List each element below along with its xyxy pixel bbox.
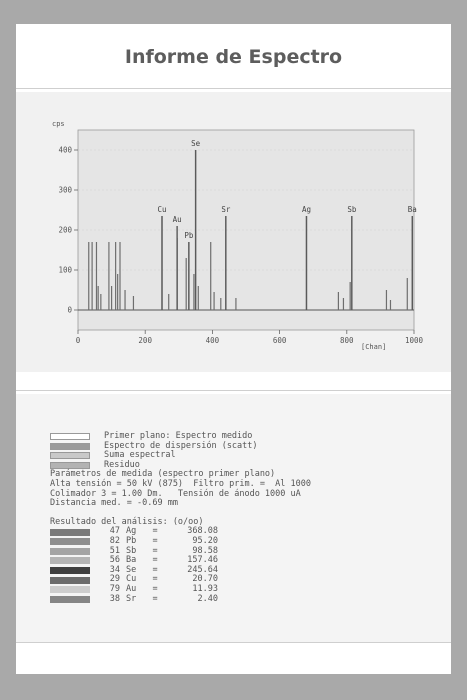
atomic-number: 82 — [109, 535, 120, 546]
result-row — [50, 537, 430, 547]
peak-label-cu: Cu — [157, 205, 167, 214]
parameters-line: Alta tensión = 50 kV (875) Filtro prim. = Al 1000 — [50, 478, 311, 489]
x-tick-label: 800 — [340, 336, 354, 345]
y-tick-label: 400 — [58, 145, 72, 155]
result-value: 2.40 — [197, 593, 218, 604]
parameters-line: Colimador 3 = 1.00 Dm. Tensión de ánodo 1000 uA — [50, 488, 301, 499]
result-swatch — [50, 586, 90, 593]
element-symbol: Cu — [126, 574, 137, 585]
equals-sign: = — [152, 593, 158, 604]
atomic-number: 47 — [109, 526, 120, 537]
peak-label-se: Se — [191, 139, 201, 148]
result-swatch — [50, 577, 90, 584]
equals-sign: = — [152, 564, 158, 575]
legend-swatch — [50, 433, 90, 440]
spectrum-legend — [50, 432, 430, 470]
x-tick-label: 200 — [138, 336, 152, 345]
equals-sign: = — [152, 535, 158, 546]
equals-sign: = — [152, 574, 158, 585]
equals-sign: = — [152, 545, 158, 556]
result-swatch — [50, 567, 90, 574]
atomic-number: 56 — [109, 555, 120, 566]
results-heading: Resultado del análisis: (o/oo) — [50, 516, 204, 527]
divider — [16, 642, 451, 643]
legend-label: Primer plano: Espectro medido — [104, 431, 253, 441]
element-symbol: Ag — [126, 526, 137, 537]
legend-swatch — [50, 452, 90, 459]
result-value: 368.08 — [187, 526, 218, 537]
atomic-number: 79 — [109, 583, 120, 594]
peak-label-sb: Sb — [347, 205, 357, 214]
x-tick-label: 0 — [75, 336, 81, 345]
result-value: 157.46 — [187, 555, 218, 566]
y-tick-label: 100 — [58, 265, 72, 275]
x-tick-label: 600 — [272, 336, 287, 345]
report-sheet — [16, 24, 451, 674]
legend-swatch — [50, 443, 90, 450]
legend-and-results — [50, 432, 430, 604]
y-tick-label: 200 — [58, 225, 72, 235]
y-tick-label: 300 — [58, 185, 72, 195]
result-value: 11.93 — [192, 583, 218, 594]
element-symbol: Au — [126, 583, 137, 594]
result-row — [50, 575, 430, 585]
spectrum-chart — [16, 92, 451, 372]
result-value: 245.64 — [187, 564, 218, 575]
divider — [16, 88, 451, 89]
peak-label-au: Au — [172, 215, 182, 224]
element-symbol: Ba — [126, 555, 137, 566]
page-title: Informe de Espectro — [124, 46, 343, 68]
peak-label-pb: Pb — [184, 231, 194, 240]
result-value: 95.20 — [192, 535, 218, 546]
result-swatch — [50, 548, 90, 555]
y-unit-label: cps — [52, 120, 65, 128]
legend-swatch — [50, 462, 90, 469]
divider — [16, 390, 451, 391]
x-tick-label: 1000 — [404, 336, 424, 345]
atomic-number: 34 — [109, 564, 120, 575]
atomic-number: 29 — [109, 574, 120, 585]
result-row — [50, 595, 430, 605]
results-photo — [16, 394, 451, 642]
legend-label: Residuo — [104, 459, 140, 470]
legend-label: Suma espectral — [104, 450, 176, 461]
equals-sign: = — [152, 555, 158, 566]
y-tick-label: 0 — [67, 305, 72, 315]
equals-sign: = — [152, 526, 158, 537]
element-symbol: Sb — [126, 545, 137, 556]
peak-label-ag: Ag — [301, 205, 311, 214]
legend-label: Espectro de dispersión (scatt) — [104, 440, 258, 451]
parameters-line: Distancia med. = -0.69 mm — [50, 498, 178, 509]
atomic-number: 51 — [109, 545, 120, 556]
result-swatch — [50, 596, 90, 603]
peak-label-ba: Ba — [407, 205, 417, 214]
results-table — [50, 527, 430, 604]
element-symbol: Se — [126, 564, 137, 575]
spectrum-photo — [16, 92, 451, 372]
result-row — [50, 566, 430, 576]
result-row — [50, 585, 430, 595]
result-value: 98.58 — [192, 545, 218, 556]
x-unit-label: [Chan] — [361, 343, 387, 351]
peak-label-sr: Sr — [221, 205, 231, 214]
x-tick-label: 400 — [205, 336, 220, 345]
result-row — [50, 556, 430, 566]
result-row — [50, 527, 430, 537]
equals-sign: = — [152, 583, 158, 594]
result-swatch — [50, 557, 90, 564]
parameters-heading: Parámetros de medida (espectro primer plano) — [50, 469, 276, 480]
element-symbol: Pb — [126, 535, 137, 546]
result-value: 20.70 — [192, 574, 218, 585]
element-symbol: Sr — [126, 593, 137, 604]
result-swatch — [50, 538, 90, 545]
atomic-number: 38 — [109, 593, 120, 604]
result-row — [50, 547, 430, 557]
result-swatch — [50, 529, 90, 536]
